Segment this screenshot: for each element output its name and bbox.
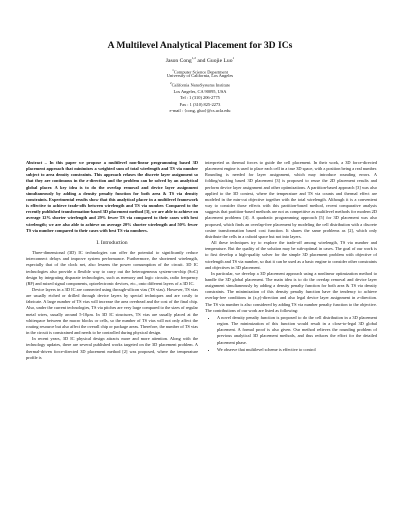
affiliation-text: University of California, Los Angeles [166, 73, 234, 79]
author-names: Jason Cong [165, 57, 192, 64]
affiliation-line [0, 73, 400, 79]
affiliation-text: Computer Science Department [173, 69, 228, 75]
body-paragraph: All these techniques try to explore the trade-off among wirelength, TS via number and temperature. But the quality of the solution may be sub-optimal in cases. The goal of our work is to first develop a high-quality solver for the simple 3D placement problem with objective of wirelength and TS via number, so that it can be used as a basic engine to consider other constraints and objectives in 3D placement. [205, 240, 377, 270]
paper-title: A Multilevel Analytical Placement for 3D ICs [107, 40, 293, 51]
body-paragraph: In recent years, 3D IC physical design attracts more and more attention. Along with the technology updates, there are several published works targeted on the 3D placement problem. A thermal-driven force-directed 3D placement method [2] was proposed, where the temperature profile is [26, 336, 198, 360]
body-paragraph: In particular, we develop a 3D placement approach using a nonlinear optimization method to handle the 3D global placement. The main idea is to do the overlap removal and device layer assignment simultaneously by adding a density penalty function for both area & TS via density constraints. The minimization of this density penalty function have the tendency to achieve overlap-free conditions in (x,y)-direction and also legal device layer assignment in z-direction. The TS via number is also considered by adding TS via number penalty function to the objective. The contributions of our work are listed as following: [205, 270, 377, 313]
body-paragraph: Device layers in a 3D IC are connected using through-silicon vias (TS vias). However, TS vias are usually etched or drilled through device layers by special techniques and are costly to fabricate. A large number of TS vias will increase the area overhead and the cost of the final chip. Also, under the current technologies, TS via pitches are very large compared to the sizes of regular metal wires, usually around 5-10μm. In 3D IC structures, TS vias are usually placed at the whitespace between the macro blocks or cells, so the number of TS vias will not only affect the routing resource but also affect the overall chip or package areas. Therefore, the number of TS vias in the circuit is constrained and needs to be controlled during physical design. [26, 286, 198, 336]
affiliation-line [0, 102, 400, 108]
contribution-item: • A novel density penalty function is proposed to do the cell distribution in a 3D placement region. The minimization of this function would result in a close-to-legal 3D global placement. A formal proof is also given. Our method relieves the rounding problem of previous analytical 3D placement methods, and thus reduces the effort for the detailed placement phase. [217, 315, 377, 346]
left-column [26, 160, 198, 361]
author-names-2: and Guojie Luo [195, 57, 233, 64]
section-heading-introduction: I. Introduction [96, 239, 128, 246]
right-column-text [205, 160, 377, 314]
affiliation-line [0, 89, 400, 95]
author-line [0, 56, 400, 64]
contribution-list [205, 315, 377, 353]
affiliation-superscript: 1 [172, 68, 174, 72]
author-superscript: 1,2 [191, 56, 196, 60]
affiliation-superscript: 2 [169, 80, 172, 85]
affiliation-line [0, 108, 400, 114]
affiliation-text: Los Angeles, CA 90095, USA [173, 88, 227, 94]
right-column [205, 160, 377, 354]
contribution-item: • We observe that multilevel scheme is effective to control [217, 347, 377, 353]
body-paragraph: Three-dimensional (3D) IC technologies can offer the potential to significantly reduce interconnect delays and improve system performance. Furthermore, the shortened wirelength, especially that of the clock net, also lessens the power consumption of the circuit. 3D IC technologies also provide a flexible way to carry out the heterogeneous system-on-chip (SoC) design by integrating disparate technologies, such as memory and logic circuits, radio frequency (RF) and mixed signal components, optoelectronic devices, etc., onto different layers of a 3D IC. [26, 250, 198, 286]
introduction-text [26, 250, 198, 361]
affiliation-text: Fax : 1 (310) 825-2273 [179, 101, 221, 107]
affiliation-line [0, 95, 400, 101]
affiliation-text: California NanoSystems Institute [171, 82, 231, 88]
affiliation-line [0, 80, 400, 88]
abstract: Abstract – In this paper we propose a multilevel non-linear programming based 3D placement approach that minimizes a weighted sum of total wirelength and TS via number subject to area density constraints. This approach relaxes the discrete layer assignment so that they are continuous in the z-direction and the problem can be solved by an analytical global placer. A key idea is to do the overlap removal and device layer assignment simultaneously by adding a density penalty function for both area & TS via density constraints. Experimental results show that this analytical placer in a multilevel framework is effective to achieve trade-offs between wirelength and TS via number. Compared to the recently published transformation-based 3D placement method [3], we are able to achieve on average 12% shorter wirelength and 29% fewer TS via compared to their cases with best wirelength; we are also able to achieve on average 20% shorter wirelength and 50% fewer TS via number compared to their cases with best TS via numbers. [26, 160, 198, 233]
body-paragraph: interpreted as thermal forces to guide the cell placement. In their work, a 3D force-directed placement engine is used to place each cell in a true 3D space, with z position being a real number. Rounding is needed for layer assignment, which may introduce rounding errors. A folding/stacking based 3D placement [3] is proposed to reuse the 2D placement results and perform device layer assignment and other optimizations. A partition-based approach [3] was also applied to the 3D context, where the temperature and TS via counts and thermal effect are modeled in the min-cut objective together with the total wirelength. Although it is a convenient way to consider those effects with this partition-based method, recent comparative analysis suggests that partition-based methods are not as competitive as multilevel methods for modern 2D placement problems [4]. A quadratic programming approach [5] for 3D placement was also proposed, which finds an overlap-free placement by modeling the cell distribution with a discrete cosine transformation based cost function. It shares the same problems as [2], which only distribute the cells in a cuboid space but not into layers. [205, 160, 377, 239]
affiliation-text: e-mail : {cong, gluo}@cs.ucla.edu [169, 107, 231, 113]
author-superscript-2: 1 [232, 56, 235, 60]
affiliation-text: Tel : 1 (310) 206-2775 [180, 95, 220, 101]
